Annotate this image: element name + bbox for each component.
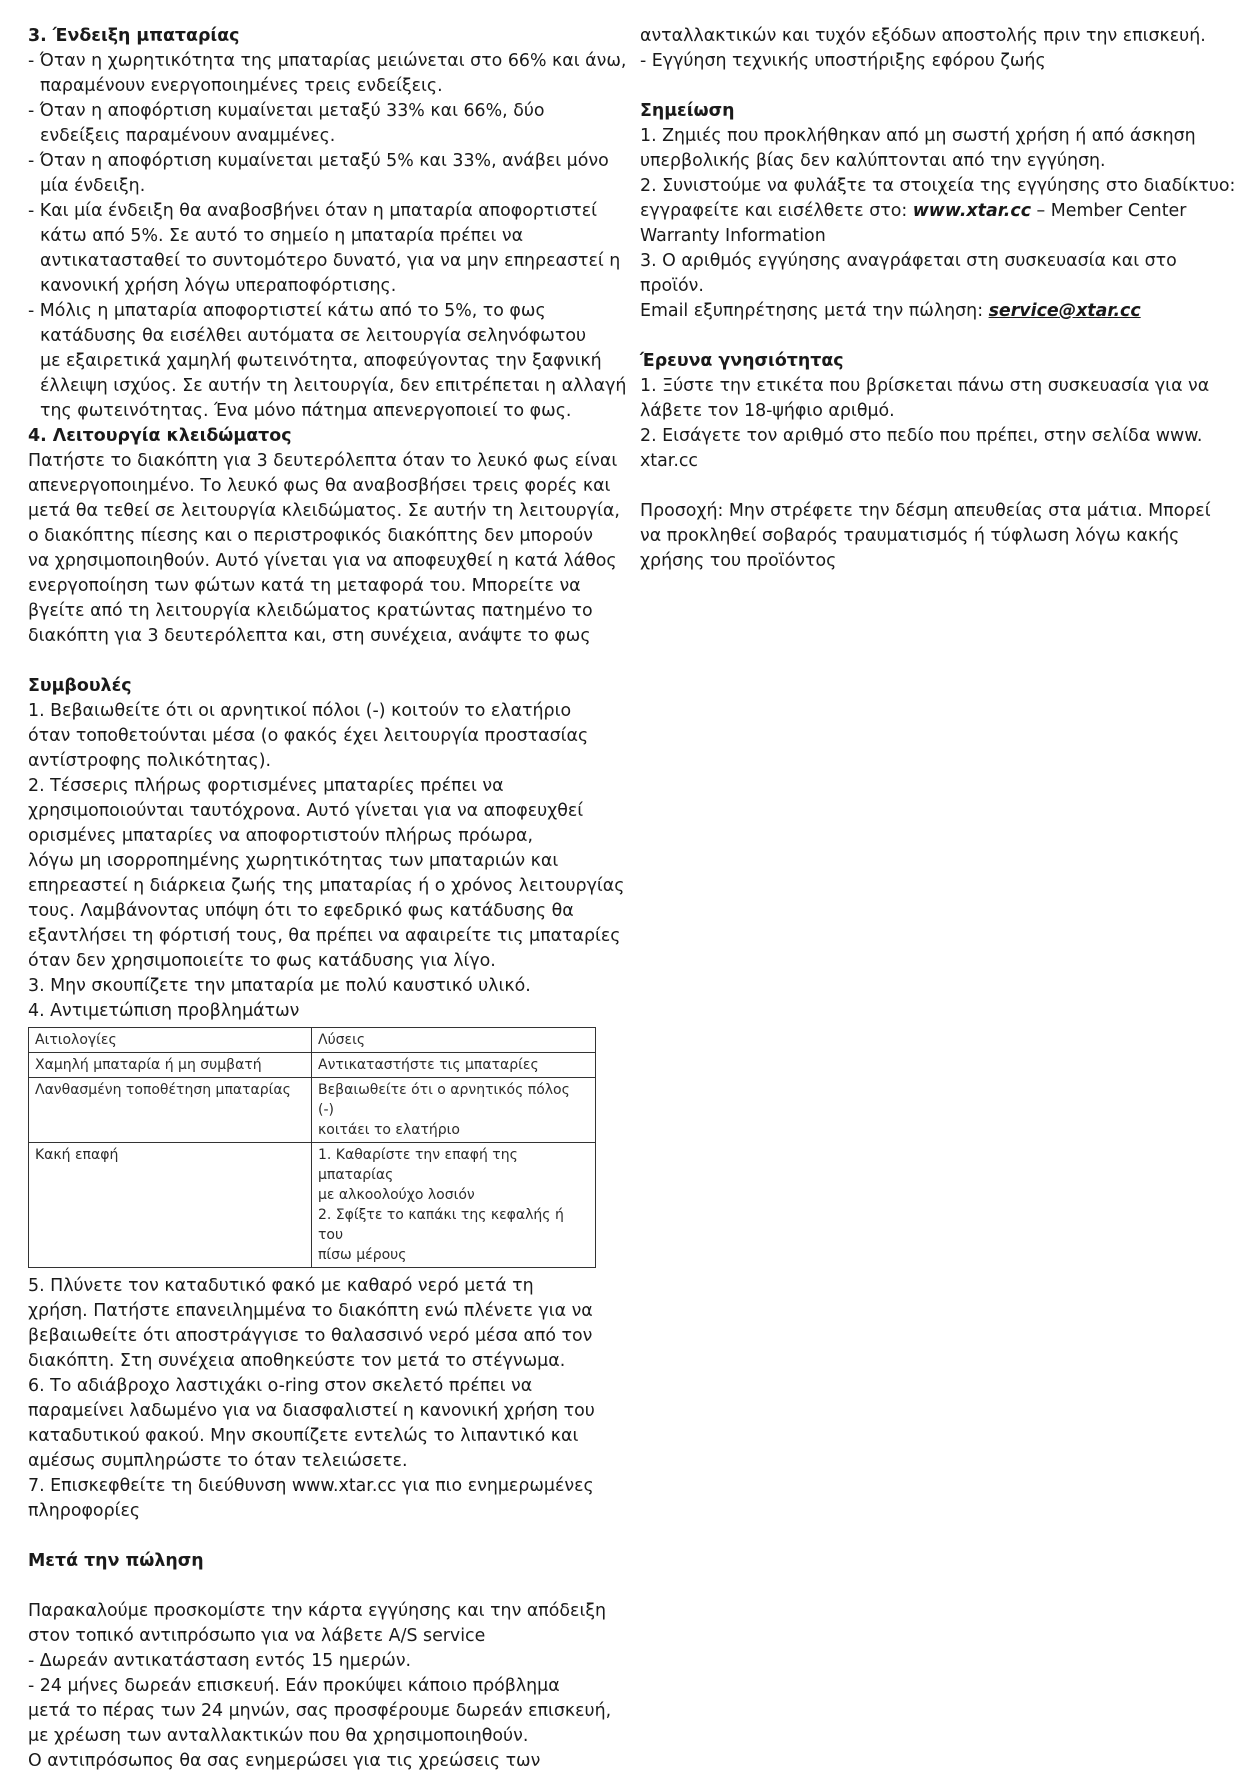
table-cell-solution xyxy=(312,1143,596,1268)
left-column xyxy=(28,24,627,1774)
text-line: 3. Μην σκουπίζετε την μπαταρία με πολύ καυστικό υλικό. xyxy=(28,976,531,996)
text-line xyxy=(640,199,1230,224)
text-line: ο διακόπτης πίεσης και ο περιστροφικός διακόπτης δεν μπορούν xyxy=(28,526,594,546)
text-line: ενδείξεις παραμένουν αναμμένες. xyxy=(40,126,336,146)
table-header-row xyxy=(29,1028,596,1053)
table-row xyxy=(29,1143,596,1268)
text-line: υπερβολικής βίας δεν καλύπτονται από την εγγύηση. xyxy=(640,151,1106,171)
cell-line: κοιτάει το ελατήριο xyxy=(318,1122,460,1138)
cell-line: Βεβαιωθείτε ότι ο αρνητικός πόλος (-) xyxy=(318,1082,570,1118)
text-line: ορισμένες μπαταρίες να αποφορτιστούν πλήρως πρόωρα, xyxy=(28,826,533,846)
text-line: απενεργοποιημένο. Το λευκό φως θα αναβοσβήσει τρεις φορές και xyxy=(28,476,611,496)
battery-indicator-heading: 3. Ένδειξη μπαταρίας xyxy=(28,26,240,46)
text-line: μετά θα τεθεί σε λειτουργία κλειδώματος. Σε αυτήν τη λειτουργία, xyxy=(28,501,620,521)
tips-list-continued xyxy=(28,1274,618,1524)
text-line: - Όταν η αποφόρτιση κυμαίνεται μεταξύ 33% και 66%, δύο xyxy=(28,101,545,121)
text-line: βγείτε από τη λειτουργία κλειδώματος κρατώντας πατημένο το xyxy=(28,601,593,621)
text-line: παραμένουν ενεργοποιημένες τρεις ενδείξεις. xyxy=(40,76,443,96)
table-cell-cause: Χαμηλή μπαταρία ή μη συμβατή xyxy=(29,1053,312,1078)
text-line: χρήση. Πατήστε επανειλημμένα το διακόπτη ενώ πλένετε για να xyxy=(28,1301,593,1321)
text-line: επηρεαστεί η διάρκεια ζωής της μπαταρίας ή ο χρόνος λειτουργίας xyxy=(28,876,625,896)
text-line: προϊόν. xyxy=(640,276,704,296)
troubleshooting-table xyxy=(28,1027,596,1268)
text-line: διακόπτη για 3 δευτερόλεπτα και, στη συνέχεια, ανάψτε το φως xyxy=(28,626,591,646)
warning-paragraph xyxy=(640,499,1230,574)
text-line: - 24 μήνες δωρεάν επισκευή. Εάν προκύψει κάποιο πρόβλημα xyxy=(28,1676,560,1696)
table-row xyxy=(29,1053,596,1078)
cell-line: με αλκοολούχο λοσιόν xyxy=(318,1187,475,1203)
tips-list xyxy=(28,699,625,1024)
text-line: χρήσης του προϊόντος xyxy=(640,551,837,571)
text-line: - Όταν η αποφόρτιση κυμαίνεται μεταξύ 5% και 33%, ανάβει μόνο xyxy=(28,151,609,171)
cell-line: Αντικαταστήστε τις μπαταρίες xyxy=(318,1057,539,1073)
table-cell-cause: Λανθασμένη τοποθέτηση μπαταρίας xyxy=(29,1078,312,1143)
text-line: - Εγγύηση τεχνικής υποστήριξης εφόρου ζωής xyxy=(640,51,1046,71)
text-line: καταδυτικού φακού. Μην σκουπίζετε εντελώς το λιπαντικό και xyxy=(28,1426,579,1446)
note-heading: Σημείωση xyxy=(640,101,735,121)
text-line: - Όταν η χωρητικότητα της μπαταρίας μειώνεται στο 66% και άνω, xyxy=(28,51,627,71)
text-line: 5. Πλύνετε τον καταδυτικό φακό με καθαρό νερό μετά τη xyxy=(28,1276,534,1296)
text-line: της φωτεινότητας. Ένα μόνο πάτημα απενεργοποιεί το φως. xyxy=(40,401,572,421)
text-line: 6. Το αδιάβροχο λαστιχάκι o-ring στον σκελετό πρέπει να xyxy=(28,1376,533,1396)
text-line: διακόπτη. Στη συνέχεια αποθηκεύστε τον μετά το στέγνωμα. xyxy=(28,1351,566,1371)
cell-line: πίσω μέρους xyxy=(318,1247,407,1263)
after-sale-continued xyxy=(640,24,1230,74)
text-line: εξαντλήσει τη φόρτισή τους, θα πρέπει να αφαιρείτε τις μπαταρίες xyxy=(28,926,621,946)
text-line: με εξαιρετικά χαμηλή φωτεινότητα, αποφεύγοντας την ξαφνική xyxy=(40,351,602,371)
table-header-solution: Λύσεις xyxy=(312,1028,596,1053)
text-line: με χρέωση των ανταλλακτικών που θα χρησιμοποιηθούν. xyxy=(28,1726,529,1746)
table-cell-solution xyxy=(312,1053,596,1078)
text-line: 1. Ξύστε την ετικέτα που βρίσκεται πάνω στη συσκευασία για να xyxy=(640,376,1210,396)
text-line: - Δωρεάν αντικατάσταση εντός 15 ημερών. xyxy=(28,1651,412,1671)
text-line: Παρακαλούμε προσκομίστε την κάρτα εγγύησης και την απόδειξη xyxy=(28,1601,607,1621)
text-line: αντίστροφης πολικότητας). xyxy=(28,751,272,771)
tips-heading: Συμβουλές xyxy=(28,676,132,696)
text-line: Warranty Information xyxy=(640,226,826,246)
table-cell-cause: Κακή επαφή xyxy=(29,1143,312,1268)
website-link[interactable]: www.xtar.cc xyxy=(912,201,1032,221)
text-line: 1. Βεβαιωθείτε ότι οι αρνητικοί πόλοι (-) κοιτούν το ελατήριο xyxy=(28,701,572,721)
text-line: παραμείνει λαδωμένο για να διασφαλιστεί η κανονική χρήση του xyxy=(28,1401,595,1421)
text-line: να προκληθεί σοβαρός τραυματισμός ή τύφλωση λόγω κακής xyxy=(640,526,1180,546)
text-line: έλλειψη ισχύος. Σε αυτήν τη λειτουργία, δεν επιτρέπεται η αλλαγή xyxy=(40,376,627,396)
text-line: xtar.cc xyxy=(640,451,698,471)
text-line: κάτω από 5%. Σε αυτό το σημείο η μπαταρία πρέπει να xyxy=(40,226,524,246)
lock-mode-heading: 4. Λειτουργία κλειδώματος xyxy=(28,426,292,446)
text-line xyxy=(640,299,1230,324)
text-line: λόγω μη ισορροπημένης χωρητικότητας των μπαταριών και xyxy=(28,851,559,871)
text-span: Email εξυπηρέτησης μετά την πώληση: xyxy=(640,301,989,321)
battery-indicator-list xyxy=(28,49,627,424)
text-line: - Μόλις η μπαταρία αποφορτιστεί κάτω από το 5%, το φως xyxy=(28,301,546,321)
cell-line: 2. Σφίξτε το καπάκι της κεφαλής ή του xyxy=(318,1207,564,1243)
text-line: 2. Τέσσερις πλήρως φορτισμένες μπαταρίες πρέπει να xyxy=(28,776,504,796)
table-row xyxy=(29,1078,596,1143)
text-line: τους. Λαμβάνοντας υπόψη ότι το εφεδρικό φως κατάδυσης θα xyxy=(28,901,574,921)
after-sale-heading: Μετά την πώληση xyxy=(28,1551,204,1571)
text-line: 2. Συνιστούμε να φυλάξτε τα στοιχεία της εγγύησης στο διαδίκτυο: xyxy=(640,176,1236,196)
text-line: 3. Ο αριθμός εγγύησης αναγράφεται στη συσκευασία και στο xyxy=(640,251,1177,271)
text-line: ενεργοποίηση των φώτων κατά τη μεταφορά του. Μπορείτε να xyxy=(28,576,581,596)
email-link[interactable]: service@xtar.cc xyxy=(988,301,1141,321)
text-line: στον τοπικό αντιπρόσωπο για να λάβετε A/S service xyxy=(28,1626,486,1646)
text-line: μία ένδειξη. xyxy=(40,176,146,196)
text-line: Προσοχή: Μην στρέφετε την δέσμη απευθείας στα μάτια. Μπορεί xyxy=(640,501,1211,521)
text-line: όταν τοποθετούνται μέσα (ο φακός έχει λειτουργία προστασίας xyxy=(28,726,589,746)
text-line: πληροφορίες xyxy=(28,1501,141,1521)
text-span: – Member Center xyxy=(1031,201,1187,221)
text-line: αντικατασταθεί το συντομότερο δυνατό, για να μην επηρεαστεί η xyxy=(40,251,621,271)
table-header-cause: Αιτιολογίες xyxy=(29,1028,312,1053)
text-line: να χρησιμοποιηθούν. Αυτό γίνεται για να αποφευχθεί η κατά λάθος xyxy=(28,551,617,571)
text-line: αμέσως συμπληρώστε το όταν τελειώσετε. xyxy=(28,1451,408,1471)
text-line: 7. Επισκεφθείτε τη διεύθυνση www.xtar.cc για πιο ενημερωμένες xyxy=(28,1476,594,1496)
text-line: - Και μία ένδειξη θα αναβοσβήνει όταν η μπαταρία αποφορτιστεί xyxy=(28,201,598,221)
text-line: μετά το πέρας των 24 μηνών, σας προσφέρουμε δωρεάν επισκευή, xyxy=(28,1701,612,1721)
authenticity-heading: Έρευνα γνησιότητας xyxy=(640,351,844,371)
text-line: 1. Ζημιές που προκλήθηκαν από μη σωστή χρήση ή από άσκηση xyxy=(640,126,1196,146)
text-line: κανονική χρήση λόγω υπεραποφόρτισης. xyxy=(40,276,397,296)
note-paragraph xyxy=(640,124,1236,324)
text-line: βεβαιωθείτε ότι αποστράγγισε το θαλασσινό νερό μέσα από τον xyxy=(28,1326,593,1346)
text-line: Ο αντιπρόσωπος θα σας ενημερώσει για τις χρεώσεις των xyxy=(28,1751,541,1771)
text-span: εγγραφείτε και εισέλθετε στο: xyxy=(640,201,913,221)
after-sale-paragraph xyxy=(28,1599,618,1774)
text-line: χρησιμοποιούνται ταυτόχρονα. Αυτό γίνεται για να αποφευχθεί xyxy=(28,801,584,821)
lock-mode-paragraph xyxy=(28,449,618,649)
cell-line: 1. Καθαρίστε την επαφή της μπαταρίας xyxy=(318,1147,518,1183)
authenticity-paragraph xyxy=(640,374,1230,474)
text-line: 2. Εισάγετε τον αριθμό στο πεδίο που πρέπει, στην σελίδα www. xyxy=(640,426,1203,446)
text-line: κατάδυσης θα εισέλθει αυτόματα σε λειτουργία σεληνόφωτου xyxy=(40,326,587,346)
text-line: όταν δεν χρησιμοποιείτε το φως κατάδυσης για λίγο. xyxy=(28,951,496,971)
right-column xyxy=(640,24,1236,574)
text-line: Πατήστε το διακόπτη για 3 δευτερόλεπτα όταν το λευκό φως είναι xyxy=(28,451,618,471)
text-line: 4. Αντιμετώπιση προβλημάτων xyxy=(28,1001,300,1021)
text-line: ανταλλακτικών και τυχόν εξόδων αποστολής πριν την επισκευή. xyxy=(640,26,1206,46)
text-line: λάβετε τον 18-ψήφιο αριθμό. xyxy=(640,401,895,421)
table-cell-solution xyxy=(312,1078,596,1143)
